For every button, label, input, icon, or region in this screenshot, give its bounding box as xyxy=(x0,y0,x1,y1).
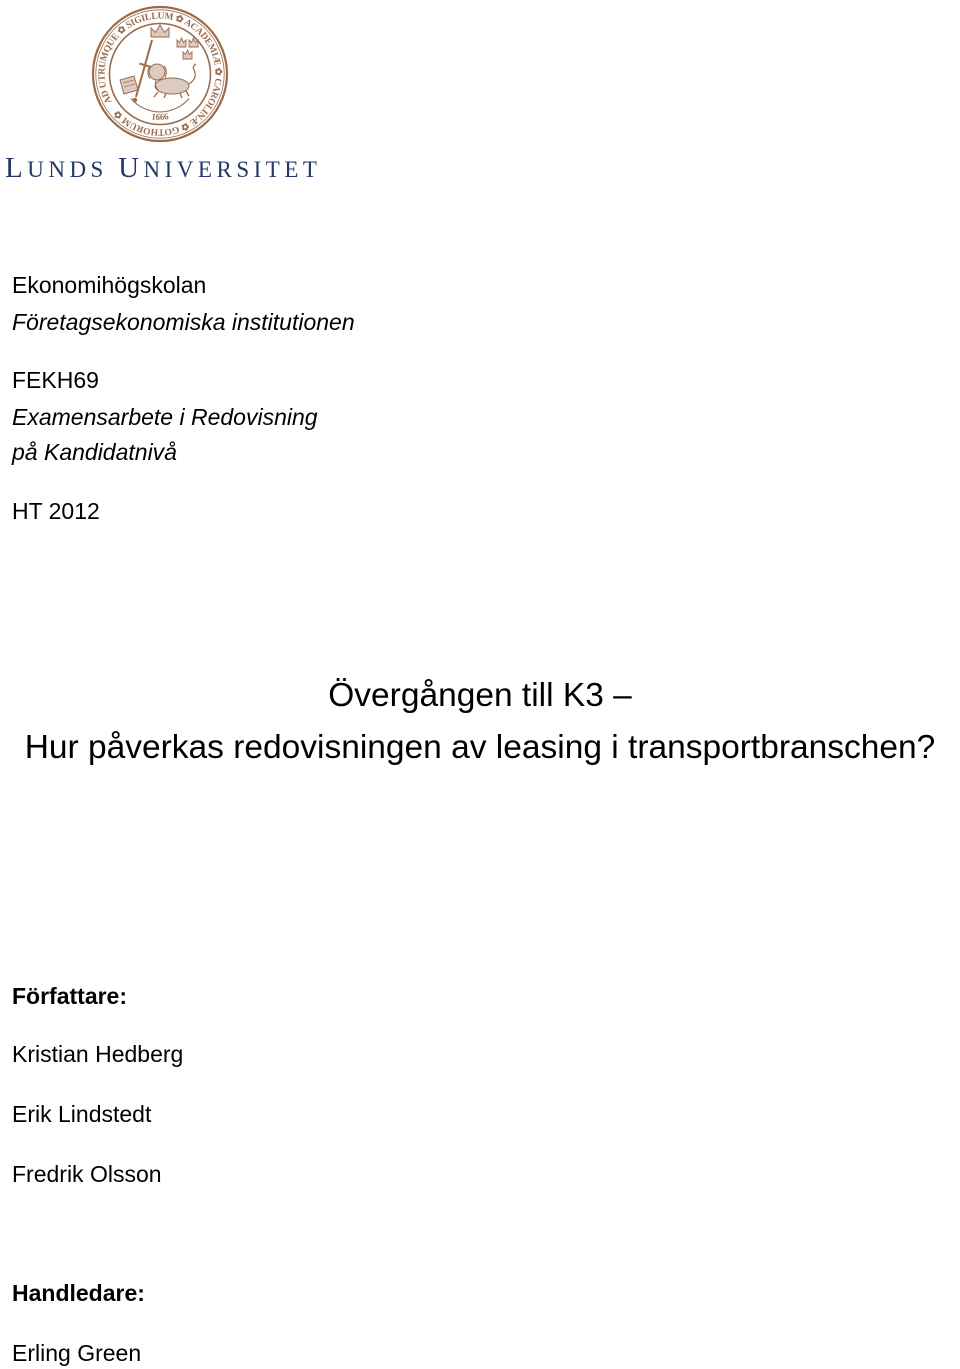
course-name-line2: på Kandidatnivå xyxy=(12,439,177,465)
seal-ring-text: AD UTRUMQUE ✿ SIGILLUM ✿ ACADEMIÆ ✿ CAROLINÆ ✿ GOTHORUM ✿ xyxy=(97,11,223,137)
lion-icon xyxy=(148,64,196,98)
wordmark-word-lunds: LUNDS xyxy=(5,152,108,184)
thesis-title-line1: Övergången till K3 – xyxy=(328,677,632,714)
thesis-title-line2: Hur påverkas redovisningen av leasing i transportbranschen? xyxy=(24,729,936,766)
seal-year-label xyxy=(151,111,170,122)
course-name-line1: Examensarbete i Redovisning xyxy=(12,404,318,430)
author-name: Erik Lindstedt xyxy=(12,1101,152,1127)
author-name: Fredrik Olsson xyxy=(12,1161,162,1187)
book-icon xyxy=(120,76,138,94)
university-seal xyxy=(90,4,230,144)
authors-label: Författare: xyxy=(12,983,128,1009)
course-code: FEKH69 xyxy=(12,367,99,393)
seal-emblem xyxy=(120,25,198,102)
three-crowns-icon xyxy=(177,38,198,59)
department-name: Företagsekonomiska institutionen xyxy=(12,309,355,335)
supervisor-label: Handledare: xyxy=(12,1280,145,1306)
term: HT 2012 xyxy=(12,498,100,524)
seal-year: 1666 xyxy=(150,111,170,122)
university-wordmark xyxy=(5,152,321,186)
crown-icon xyxy=(151,25,169,37)
school-name: Ekonomihögskolan xyxy=(12,272,207,298)
wordmark-word-universitet: UNIVERSITET xyxy=(118,152,322,184)
author-name: Kristian Hedberg xyxy=(12,1041,184,1067)
supervisor-name: Erling Green xyxy=(12,1340,142,1366)
